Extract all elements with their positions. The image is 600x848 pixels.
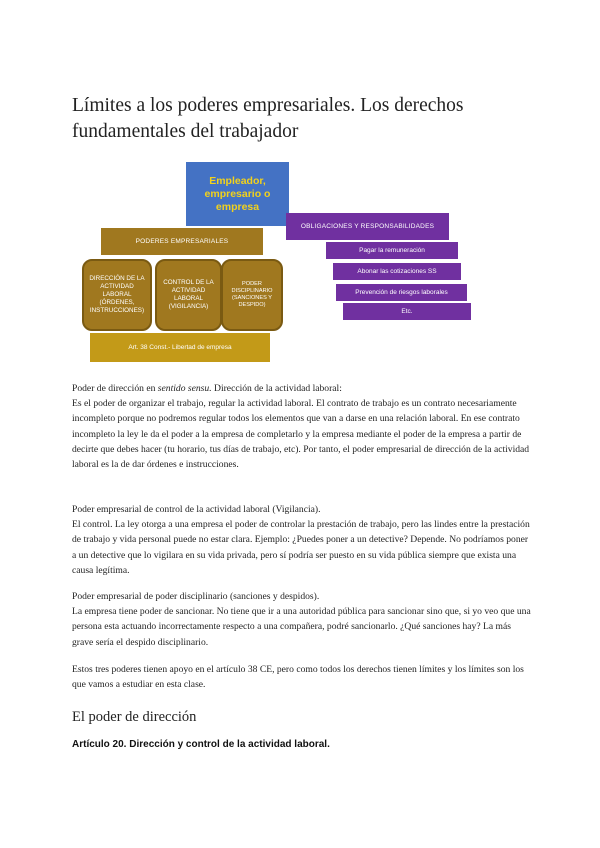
section-conclusion xyxy=(72,662,534,692)
employer-box: Empleador, empresario o empresa xyxy=(186,162,289,226)
poderes-header-box: PODERES EMPRESARIALES xyxy=(101,228,263,255)
section-control-body: El control. La ley otorga a una empresa el poder de controlar la prestación de trabajo, pero las lindes entre la prestación de trabajo y vida personal puede no estar clara. Ejemplo: ¿Puedes poner a un detective? Depende. No podríamos poner a un detective que lo vigilara en su vida privada, pero sí podría ser puesto en su vida pública siempre que exista una causa legítima. xyxy=(72,519,530,576)
section-disciplinario xyxy=(72,589,534,650)
section-heading: El poder de dirección xyxy=(72,709,197,725)
section-direccion-lead: Poder de dirección en sentido sensu. Dirección de la actividad laboral: xyxy=(72,383,342,394)
obligation-item: Abonar las cotizaciones SS xyxy=(333,263,461,280)
section-conclusion-body: Estos tres poderes tienen apoyo en el artículo 38 CE, pero como todos los derechos tienen límites y los límites son los que vamos a estudiar en esta clase. xyxy=(72,664,524,691)
section-disciplinario-lead: Poder empresarial de poder disciplinario (sanciones y despidos). xyxy=(72,591,320,602)
section-control xyxy=(72,502,534,578)
section-disciplinario-body: La empresa tiene poder de sancionar. No tiene que ir a una autoridad pública para sancionar sino que, si yo veo que una persona esta actuando incorrectamente respecto a una compañera, podré sancionarlo. ¿Qué sanciones hay? La más grave sería el despido disciplinario. xyxy=(72,606,531,648)
power-disciplinario-box: PODER DISCIPLINARIO (SANCIONES Y DESPIDO) xyxy=(221,259,283,331)
article-heading: Artículo 20. Dirección y control de la actividad laboral. xyxy=(72,739,330,750)
power-direccion-box: DIRECCIÓN DE LA ACTIVIDAD LABORAL (ÓRDENES, INSTRUCCIONES) xyxy=(82,259,152,331)
powers-diagram xyxy=(0,0,600,380)
art38-bar: Art. 38 Const.- Libertad de empresa xyxy=(90,333,270,362)
section-direccion-body: Es el poder de organizar el trabajo, regular la actividad laboral. El contrato de trabajo es un contrato necesariamente incompleto porque no podremos regular todos los elementos que van a darse en una relación laboral. En ese contrato incompleto la ley le da el poder a la empresa de completarlo y la empresa mediante el poder de la empresa a partir de decirte que debes hacer (tu horario, tus días de trabajo, etc). Por tanto, el poder empresarial de dirección de la actividad laboral es la de dar órdenes e instrucciones. xyxy=(72,398,530,471)
page-title: Límites a los poderes empresariales. Los derechos fundamentales del trabajador xyxy=(72,95,464,142)
obligation-item: Pagar la remuneración xyxy=(326,242,458,259)
obligations-header-box: OBLIGACIONES Y RESPONSABILIDADES xyxy=(286,213,449,240)
section-control-lead: Poder empresarial de control de la actividad laboral (Vigilancia). xyxy=(72,504,321,515)
power-control-box: CONTROL DE LA ACTIVIDAD LABORAL (VIGILANCIA) xyxy=(155,259,222,331)
section-direccion xyxy=(72,381,534,472)
obligation-item: Etc. xyxy=(343,303,471,320)
obligation-item: Prevención de riesgos laborales xyxy=(336,284,467,301)
